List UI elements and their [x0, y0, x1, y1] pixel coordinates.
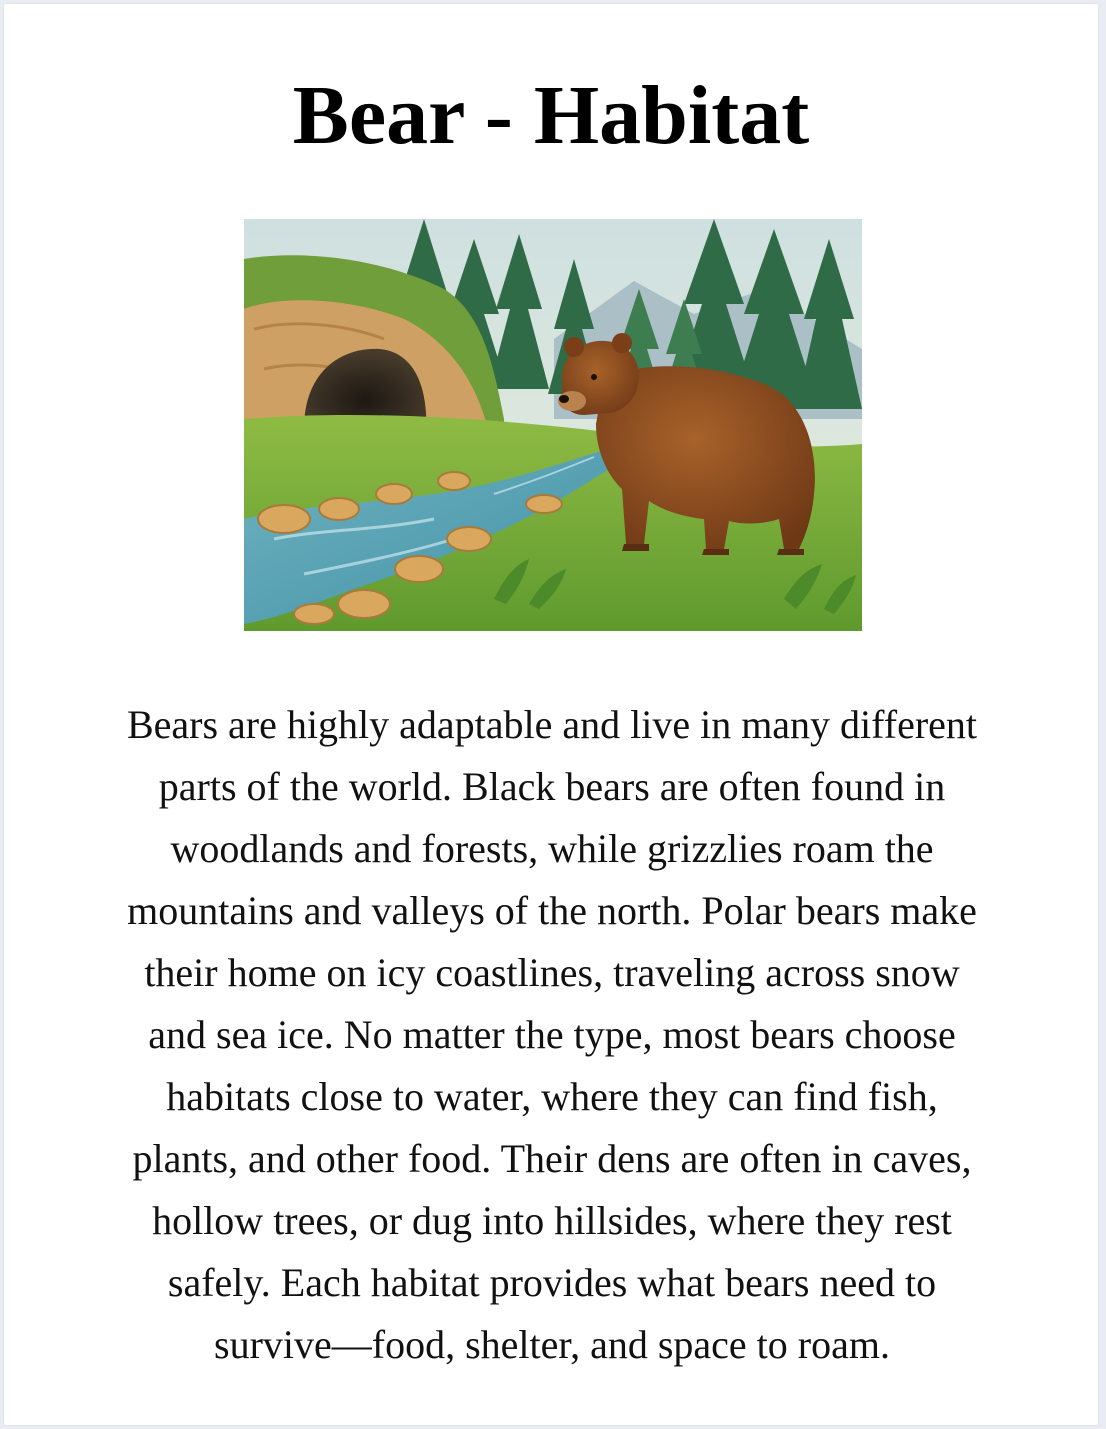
paragraph-line: plants, and other food. Their dens are often in caves,	[132, 1136, 972, 1181]
page-title: Bear - Habitat	[292, 69, 810, 162]
paragraph-line: hollow trees, or dug into hillsides, where they rest	[152, 1198, 952, 1243]
paragraph-line: habitats close to water, where they can find fish,	[166, 1074, 938, 1119]
paragraph-line: mountains and valleys of the north. Polar bears make	[127, 888, 977, 933]
paragraph-line: safely. Each habitat provides what bears need to	[167, 1260, 937, 1305]
paragraph-line: survive—food, shelter, and space to roam.	[214, 1322, 890, 1367]
bear-habitat-illustration	[244, 219, 862, 631]
paragraph-line: Bears are highly adaptable and live in many different	[126, 702, 978, 747]
paragraph-line: parts of the world. Black bears are often found in	[158, 764, 946, 809]
paragraph-line: their home on icy coastlines, traveling across snow	[144, 950, 960, 995]
habitat-paragraph	[64, 694, 1040, 1376]
paragraph-line: woodlands and forests, while grizzlies roam the	[170, 826, 934, 871]
paragraph-line: and sea ice. No matter the type, most bears choose	[148, 1012, 956, 1057]
page	[4, 4, 1098, 1425]
